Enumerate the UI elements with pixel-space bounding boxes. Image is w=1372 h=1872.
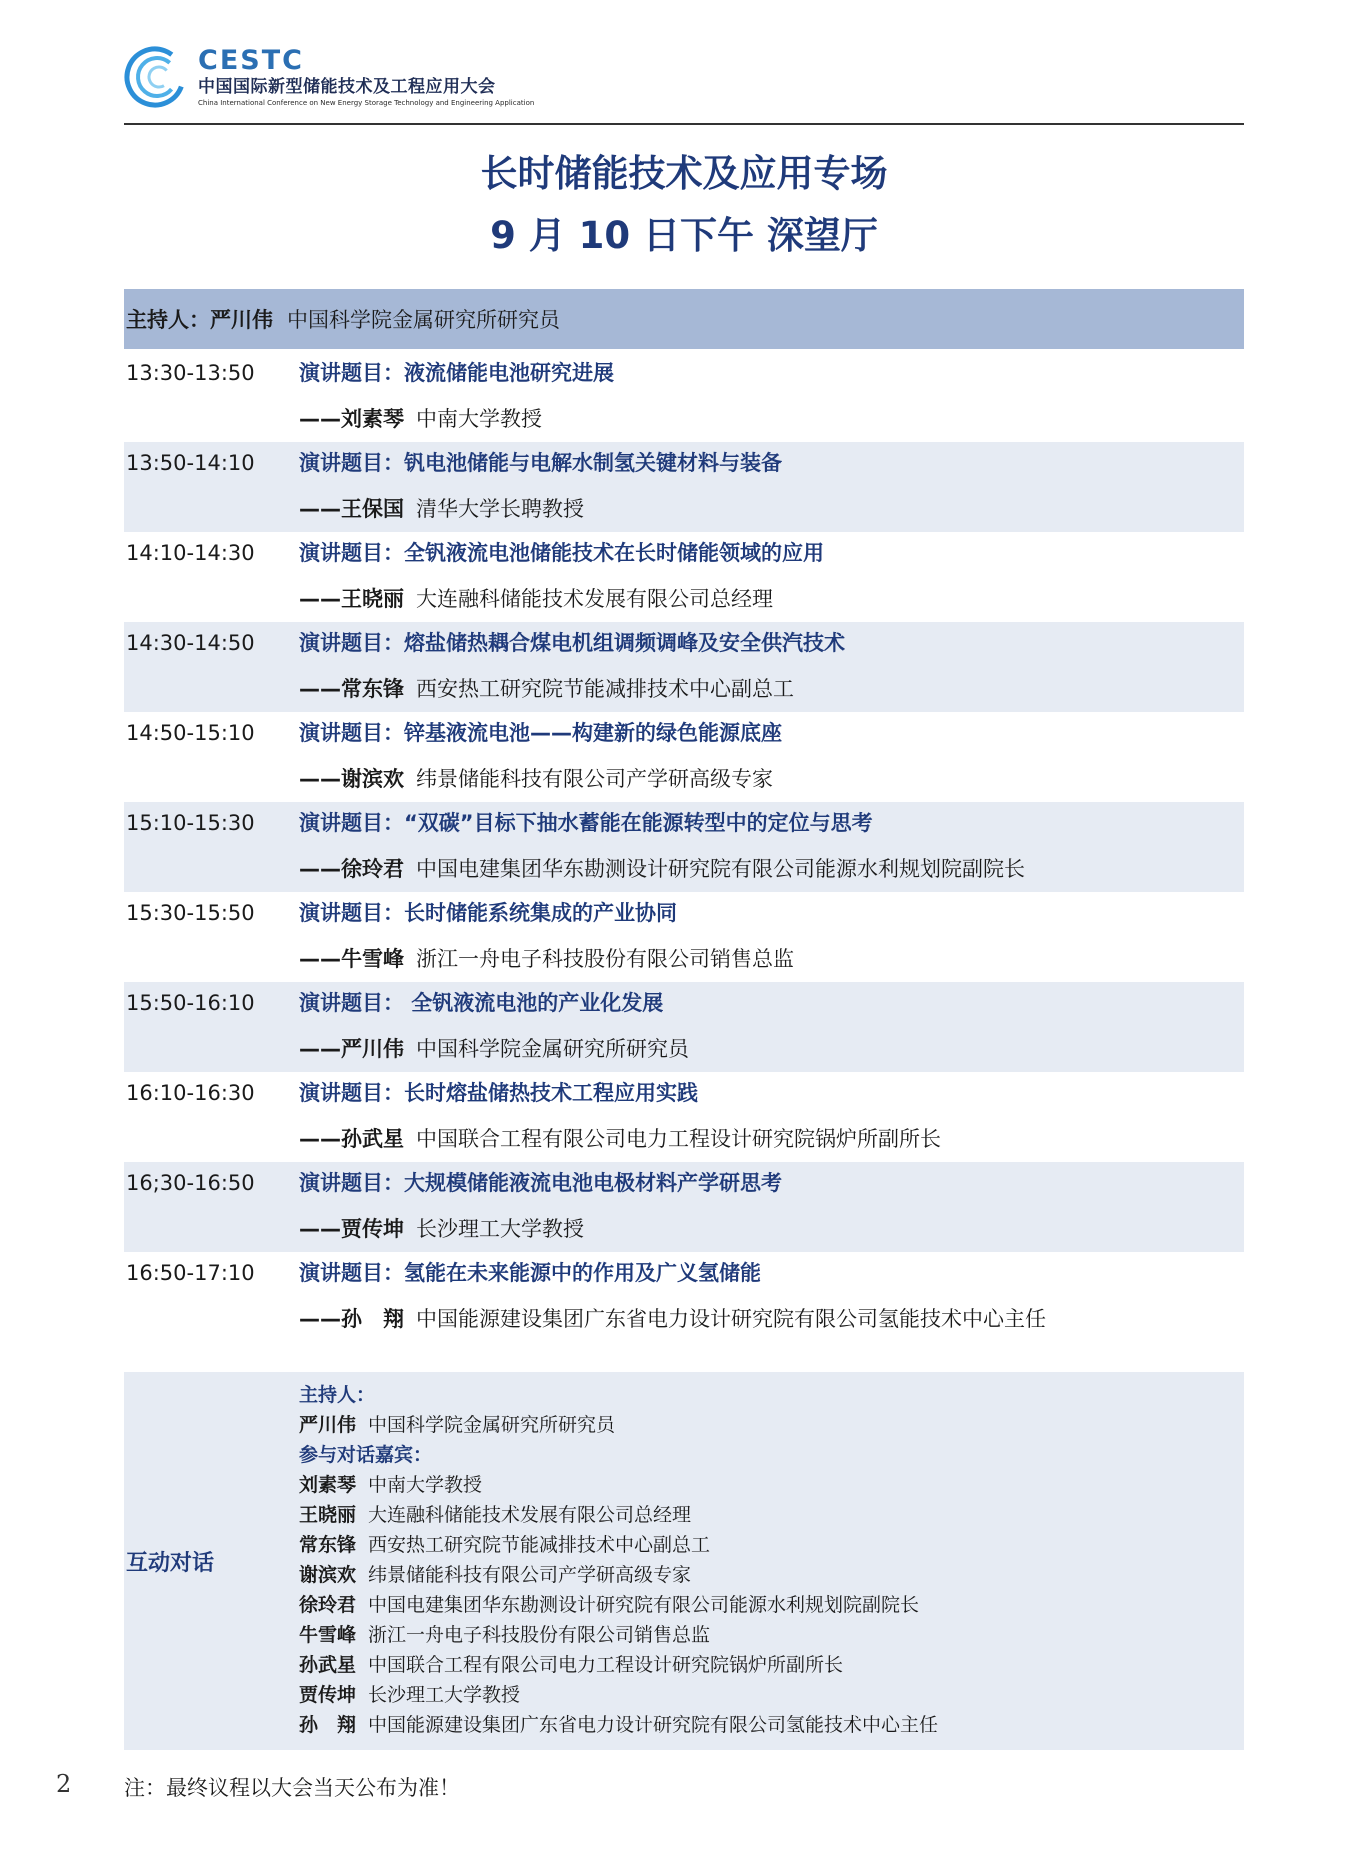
speaker-name: 谢滨欢 <box>341 767 404 791</box>
session-row <box>124 622 1244 712</box>
session-topic: 演讲题目：氢能在未来能源中的作用及广义氢储能 <box>299 1261 761 1285</box>
speaker-name: 常东锋 <box>341 677 404 701</box>
session-row <box>124 1252 1244 1342</box>
session-row <box>124 712 1244 802</box>
session-row <box>124 892 1244 982</box>
participant-title: 长沙理工大学教授 <box>368 1684 521 1706</box>
speaker-dash: —— <box>299 1217 341 1241</box>
session-speaker <box>299 764 773 794</box>
session-topic: 演讲题目：钒电池储能与电解水制氢关键材料与装备 <box>299 451 782 475</box>
participant-title: 中国联合工程有限公司电力工程设计研究院锅炉所副所长 <box>368 1654 844 1676</box>
speaker-name: 贾传坤 <box>341 1217 404 1241</box>
session-time: 15:50-16:10 <box>126 991 255 1015</box>
dialogue-guest <box>299 1650 938 1680</box>
speaker-name: 孙武星 <box>341 1127 404 1151</box>
speaker-dash: —— <box>299 857 341 881</box>
session-topic: 演讲题目：长时熔盐储热技术工程应用实践 <box>299 1081 698 1105</box>
speaker-dash: —— <box>299 1127 341 1151</box>
participant-name: 常东锋 <box>299 1534 357 1556</box>
host-label: 主持人： <box>126 308 210 332</box>
logo-text-block <box>198 46 534 108</box>
speaker-dash: —— <box>299 407 341 431</box>
participant-title: 中国能源建设集团广东省电力设计研究院有限公司氢能技术中心主任 <box>368 1714 939 1736</box>
participant-name: 严川伟 <box>299 1414 357 1436</box>
session-speaker <box>299 494 584 524</box>
session-topic: 演讲题目： 全钒液流电池的产业化发展 <box>299 991 664 1015</box>
speaker-title: 大连融科储能技术发展有限公司总经理 <box>416 587 773 611</box>
speaker-name: 牛雪峰 <box>341 947 404 971</box>
participant-title: 纬景储能科技有限公司产学研高级专家 <box>368 1564 692 1586</box>
session-speaker <box>299 674 794 704</box>
dialogue-guest <box>299 1590 938 1620</box>
session-time: 13:30-13:50 <box>126 361 255 385</box>
session-row <box>124 1072 1244 1162</box>
page-header <box>124 44 1244 126</box>
session-topic: 演讲题目：熔盐储热耦合煤电机组调频调峰及安全供汽技术 <box>299 631 845 655</box>
participant-title: 大连融科储能技术发展有限公司总经理 <box>368 1504 692 1526</box>
session-speaker <box>299 1124 941 1154</box>
speaker-name: 王保国 <box>341 497 404 521</box>
session-time: 16:10-16:30 <box>126 1081 255 1105</box>
session-time: 16;30-16:50 <box>126 1171 255 1195</box>
session-list <box>124 352 1244 1342</box>
page-subtitle: 9 月 10 日下午 深望厅 <box>490 214 878 257</box>
session-time: 15:30-15:50 <box>126 901 255 925</box>
session-time: 13:50-14:10 <box>126 451 255 475</box>
speaker-dash: —— <box>299 677 341 701</box>
session-topic: 演讲题目：液流储能电池研究进展 <box>299 361 614 385</box>
session-speaker <box>299 404 542 434</box>
speaker-title: 中国能源建设集团广东省电力设计研究院有限公司氢能技术中心主任 <box>416 1307 1046 1331</box>
dialogue-guest <box>299 1560 938 1590</box>
session-speaker <box>299 1214 584 1244</box>
logo-english-name: China International Conference on New Energy Storage Technology and Engineering Application <box>198 99 535 107</box>
speaker-dash: —— <box>299 587 341 611</box>
session-speaker <box>299 1304 1046 1334</box>
participant-title: 中国电建集团华东勘测设计研究院有限公司能源水利规划院副院长 <box>368 1594 920 1616</box>
session-topic: 演讲题目：“双碳”目标下抽水蓄能在能源转型中的定位与思考 <box>299 811 873 835</box>
dialogue-host-heading: 主持人： <box>299 1384 376 1406</box>
session-topic: 演讲题目：长时储能系统集成的产业协同 <box>299 901 677 925</box>
session-speaker <box>299 944 794 974</box>
speaker-name: 王晓丽 <box>341 587 404 611</box>
page-number: 2 <box>56 1770 72 1798</box>
page-title: 长时储能技术及应用专场 <box>480 152 888 195</box>
host-title: 中国科学院金属研究所研究员 <box>287 308 560 332</box>
participant-title: 中国科学院金属研究所研究员 <box>368 1414 616 1436</box>
dialogue-guest <box>299 1710 938 1740</box>
host-name: 严川伟 <box>210 308 273 332</box>
dialogue-guest <box>299 1470 938 1500</box>
dialogue-participant-list <box>299 1380 938 1740</box>
speaker-name: 刘素琴 <box>341 407 404 431</box>
dialogue-guest <box>299 1500 938 1530</box>
session-time: 15:10-15:30 <box>126 811 255 835</box>
session-time: 14:30-14:50 <box>126 631 255 655</box>
session-topic: 演讲题目：大规模储能液流电池电极材料产学研思考 <box>299 1171 782 1195</box>
session-speaker <box>299 854 1025 884</box>
participant-name: 孙武星 <box>299 1654 357 1676</box>
host-bar <box>124 289 1244 349</box>
participant-name: 贾传坤 <box>299 1684 357 1706</box>
logo-chinese-name: 中国国际新型储能技术及工程应用大会 <box>198 77 496 97</box>
logo-acronym: CESTC <box>198 45 304 76</box>
speaker-name: 孙 翔 <box>341 1307 404 1331</box>
speaker-dash: —— <box>299 767 341 791</box>
dialogue-guests-heading: 参与对话嘉宾： <box>299 1444 433 1466</box>
speaker-title: 浙江一舟电子科技股份有限公司销售总监 <box>416 947 794 971</box>
session-topic: 演讲题目：全钒液流电池储能技术在长时储能领域的应用 <box>299 541 824 565</box>
participant-name: 王晓丽 <box>299 1504 357 1526</box>
speaker-title: 中南大学教授 <box>416 407 542 431</box>
dialogue-section <box>124 1372 1244 1750</box>
session-speaker <box>299 1034 689 1064</box>
speaker-name: 徐玲君 <box>341 857 404 881</box>
speaker-dash: —— <box>299 1037 341 1061</box>
participant-name: 孙 翔 <box>299 1714 357 1736</box>
participant-title: 西安热工研究院节能减排技术中心副总工 <box>368 1534 711 1556</box>
session-time: 16:50-17:10 <box>126 1261 255 1285</box>
session-row <box>124 802 1244 892</box>
speaker-title: 清华大学长聘教授 <box>416 497 584 521</box>
participant-name: 谢滨欢 <box>299 1564 357 1586</box>
speaker-title: 西安热工研究院节能减排技术中心副总工 <box>416 677 794 701</box>
dialogue-guest <box>299 1680 938 1710</box>
participant-title: 浙江一舟电子科技股份有限公司销售总监 <box>368 1624 711 1646</box>
speaker-title: 纬景储能科技有限公司产学研高级专家 <box>416 767 773 791</box>
session-row <box>124 352 1244 442</box>
session-speaker <box>299 584 773 614</box>
speaker-title: 长沙理工大学教授 <box>416 1217 584 1241</box>
speaker-name: 严川伟 <box>341 1037 404 1061</box>
session-topic: 演讲题目：锌基液流电池——构建新的绿色能源底座 <box>299 721 782 745</box>
session-row <box>124 1162 1244 1252</box>
header-divider <box>124 123 1244 125</box>
speaker-dash: —— <box>299 497 341 521</box>
footer-note: 注：最终议程以大会当天公布为准！ <box>124 1776 460 1800</box>
participant-name: 牛雪峰 <box>299 1624 357 1646</box>
session-row <box>124 442 1244 532</box>
dialogue-host <box>299 1410 938 1440</box>
speaker-title: 中国联合工程有限公司电力工程设计研究院锅炉所副所长 <box>416 1127 941 1151</box>
speaker-dash: —— <box>299 1307 341 1331</box>
speaker-dash: —— <box>299 947 341 971</box>
speaker-title: 中国电建集团华东勘测设计研究院有限公司能源水利规划院副院长 <box>416 857 1025 881</box>
speaker-title: 中国科学院金属研究所研究员 <box>416 1037 689 1061</box>
session-row <box>124 982 1244 1072</box>
session-time: 14:50-15:10 <box>126 721 255 745</box>
participant-title: 中南大学教授 <box>368 1474 483 1496</box>
participant-name: 刘素琴 <box>299 1474 357 1496</box>
cestc-logo-icon <box>124 46 186 108</box>
session-row <box>124 532 1244 622</box>
dialogue-guest <box>299 1530 938 1560</box>
session-time: 14:10-14:30 <box>126 541 255 565</box>
dialogue-label: 互动对话 <box>126 1550 215 1576</box>
dialogue-guest <box>299 1620 938 1650</box>
participant-name: 徐玲君 <box>299 1594 357 1616</box>
